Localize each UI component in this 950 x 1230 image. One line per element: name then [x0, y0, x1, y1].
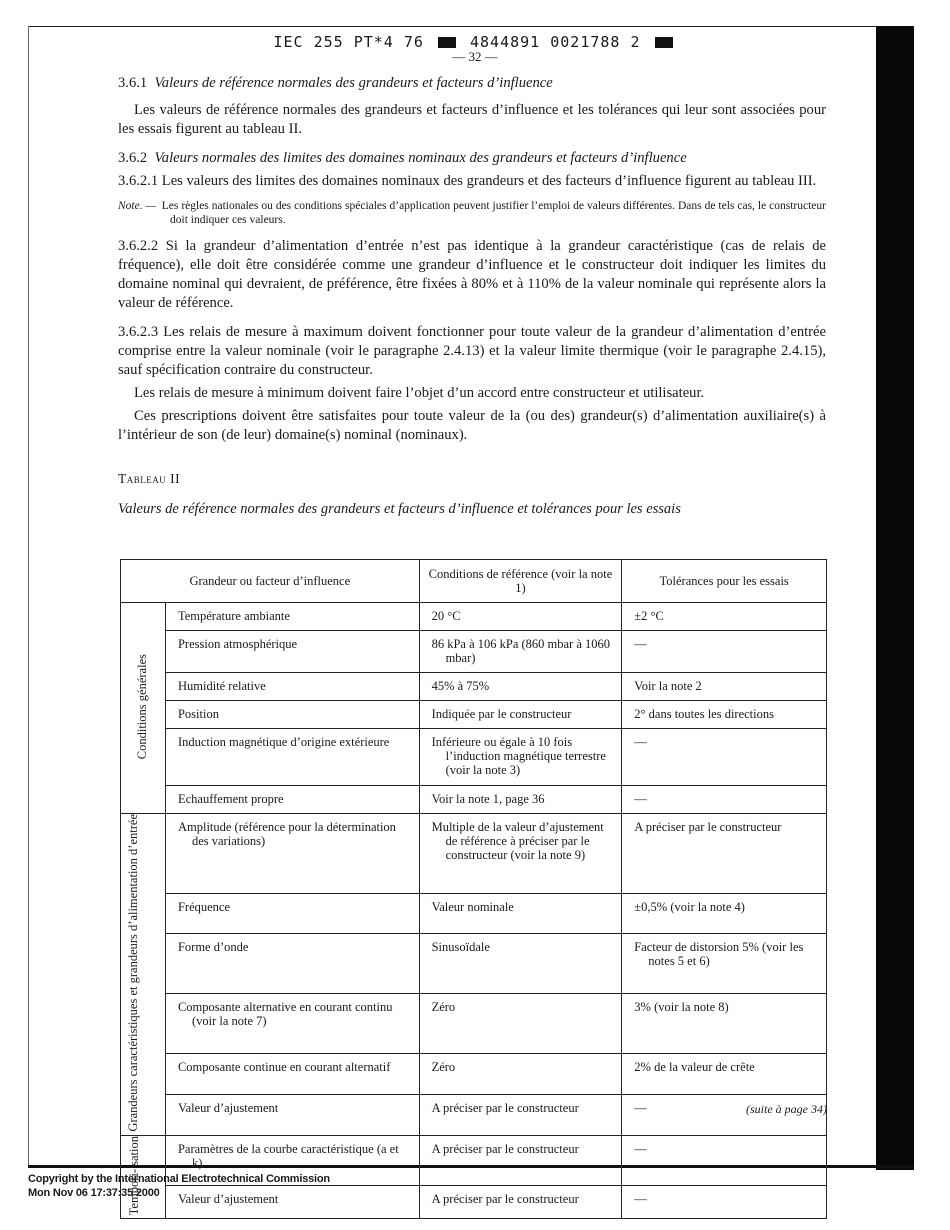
table-row — [121, 701, 827, 729]
reference-cell: Zéro — [419, 1054, 622, 1095]
section-heading-3-6-1 — [118, 74, 826, 93]
table-row — [121, 729, 827, 786]
section-heading-3-6-2 — [118, 149, 826, 168]
reference-cell: Valeur nominale — [419, 893, 622, 934]
tolerance-cell: 2° dans toutes les directions — [622, 701, 827, 729]
tolerance-cell: — — [622, 1135, 827, 1185]
factor-text: Amplitude (référence pour la détermination des variations) — [177, 820, 396, 848]
tolerance-cell: — — [622, 1185, 827, 1218]
section-title: Valeurs de référence normales des grandeurs et facteurs d’influence — [154, 75, 553, 91]
reference-cell: Indiquée par le constructeur — [419, 701, 622, 729]
table-row — [121, 673, 827, 701]
paragraph-prescriptions: Ces prescriptions doivent être satisfaites pour toute valeur de la (ou des) grandeur(s) d’alimentation auxiliaire(s) à l’intérieur de son (de leur) domaine(s) nominal (nominaux). — [118, 408, 826, 443]
tolerance-cell: — — [622, 631, 827, 673]
header-reference: Conditions de référence (voir la note 1) — [419, 560, 622, 603]
tolerance-cell: ±0,5% (voir la note 4) — [622, 893, 827, 934]
note — [118, 199, 826, 227]
reference-cell: A préciser par le constructeur — [419, 1185, 622, 1218]
table-caption: Tableau II — [118, 471, 181, 486]
tolerance-cell: A préciser par le constructeur — [622, 814, 827, 894]
table-row — [121, 1054, 827, 1095]
factor-cell: Induction magnétique d’origine extérieure — [165, 729, 419, 786]
tolerance-cell: — — [622, 729, 827, 786]
tolerance-cell: — — [622, 786, 827, 814]
table-row — [121, 631, 827, 673]
group-label: Tempori- sation — [126, 1135, 141, 1215]
group-grandeurs-caracteristiques — [121, 814, 166, 1136]
reference-cell — [419, 814, 622, 894]
note-label: Note. — — [118, 200, 156, 212]
reference-text: 86 kPa à 106 kPa (860 mbar à 1060 mbar) — [431, 637, 611, 665]
table-row — [121, 934, 827, 993]
document-body — [118, 74, 826, 519]
tolerance-cell: 3% (voir la note 8) — [622, 993, 827, 1054]
reference-cell: A préciser par le constructeur — [419, 1135, 622, 1185]
factor-cell — [165, 993, 419, 1054]
page-top-rule — [28, 26, 876, 27]
table-row — [121, 814, 827, 894]
factor-cell: Pression atmosphérique — [165, 631, 419, 673]
header-code-mid: 4844891 0021788 2 — [469, 33, 641, 51]
paragraph-3-6-2-3: 3.6.2.3 Les relais de mesure à maximum doivent fonctionner pour toute valeur de la grandeur d’alimentation d’entrée comprise entre la valeur nominale (voir le paragraphe 2.4.13) et la valeur limite thermique (voir le paragraphe 2.4.15), sauf spécification contraire du constructeur. — [118, 324, 826, 378]
copyright-footer — [28, 1172, 330, 1200]
factor-text: Paramètres de la courbe caractéristique (a et k) — [177, 1141, 399, 1170]
group-label: Grandeurs caractéristiques et grandeurs d’alimentation d’entrée — [125, 814, 140, 1132]
factor-cell — [165, 814, 419, 894]
factor-cell: Position — [165, 701, 419, 729]
reference-text: Inférieure ou égale à 10 fois l’induction magnétique terrestre (voir la note 3) — [431, 735, 606, 777]
reference-cell: Voir la note 1, page 36 — [419, 786, 622, 814]
note-text: Les règles nationales ou des conditions spéciales d’application peuvent justifier l’emploi de valeurs différentes. Dans de tels cas, le constructeur doit indiquer ces valeurs. — [161, 200, 826, 226]
tolerance-cell: ±2 °C — [622, 603, 827, 631]
tolerance-cell: Voir la note 2 — [622, 673, 827, 701]
paragraph-3-6-2-1: 3.6.2.1 Les valeurs des limites des domaines nominaux des grandeurs et des facteurs d’influence figurent au tableau III. — [118, 173, 817, 189]
copyright-text: Copyright by the International Electrotechnical Commission — [28, 1173, 330, 1185]
paragraph-minimum: Les relais de mesure à minimum doivent faire l’objet d’un accord entre constructeur et utilisateur. — [134, 385, 705, 401]
continued-note: (suite à page 34) — [746, 1102, 827, 1116]
factor-text: Composante alternative en courant continu (voir la note 7) — [177, 999, 393, 1028]
reference-cell — [419, 631, 622, 673]
table-row — [121, 893, 827, 934]
tolerance-cell: — — [622, 1094, 827, 1135]
paragraph-3-6-2-2: 3.6.2.2 Si la grandeur d’alimentation d’entrée n’est pas identique à la grandeur caractéristique (cas de relais de fréquence), elle doit être considérée comme une grandeur d’influence et le constructeur doit indiquer les limites du domaine nominal qui devraient, de préférence, être fixées à 80% et à 110% de la valeur nominale qui représente alors la valeur de référence. — [118, 238, 826, 311]
group-conditions-generales — [121, 603, 166, 814]
factor-cell: Composante continue en courant alternatif — [165, 1054, 419, 1095]
paragraph-3-6-1: Les valeurs de référence normales des grandeurs et facteurs d’influence et les tolérances qui leur sont associées pour les essais figurent au tableau II. — [118, 102, 826, 137]
table-row — [121, 786, 827, 814]
reference-values-table — [120, 559, 827, 1219]
section-number: 3.6.2 — [118, 150, 148, 166]
factor-cell: Forme d’onde — [165, 934, 419, 993]
table-subtitle: Valeurs de référence normales des grandeurs et facteurs d’influence et tolérances pour les essais — [118, 501, 681, 517]
tolerance-cell — [622, 934, 827, 993]
table-header-row — [121, 560, 827, 603]
reference-cell: A préciser par le constructeur — [419, 1094, 622, 1135]
header-tolerance: Tolérances pour les essais — [622, 560, 827, 603]
reference-cell: Sinusoïdale — [419, 934, 622, 993]
factor-cell: Echauffement propre — [165, 786, 419, 814]
tolerance-text: Facteur de distorsion 5% (voir les notes 5 et 6) — [634, 940, 804, 969]
black-block-mark — [438, 37, 456, 48]
group-label: Conditions générales — [135, 653, 150, 760]
header-code-left: IEC 255 PT*4 76 — [273, 33, 424, 51]
reference-cell: 20 °C — [419, 603, 622, 631]
tolerance-cell: 2% de la valeur de crête — [622, 1054, 827, 1095]
table-row — [121, 993, 827, 1054]
timestamp-text: Mon Nov 06 17:37:35 2000 — [28, 1187, 160, 1199]
factor-cell: Valeur d’ajustement — [165, 1094, 419, 1135]
black-block-mark — [655, 37, 673, 48]
table-row — [121, 603, 827, 631]
section-title: Valeurs normales des limites des domaines nominaux des grandeurs et facteurs d’influence — [154, 150, 687, 166]
scan-edge-bar — [876, 26, 914, 1170]
factor-cell: Valeur d’ajustement — [165, 1185, 419, 1218]
reference-text: Multiple de la valeur d’ajustement de référence à préciser par le constructeur (voir la note 9) — [431, 820, 604, 862]
factor-cell: Température ambiante — [165, 603, 419, 631]
reference-cell: 45% à 75% — [419, 673, 622, 701]
page-left-edge — [28, 26, 29, 1166]
reference-cell — [419, 729, 622, 786]
factor-cell: Humidité relative — [165, 673, 419, 701]
section-number: 3.6.1 — [118, 75, 148, 91]
reference-cell: Zéro — [419, 993, 622, 1054]
factor-cell: Fréquence — [165, 893, 419, 934]
page-number: — 32 — — [452, 49, 498, 64]
header-factor: Grandeur ou facteur d’influence — [121, 560, 420, 603]
